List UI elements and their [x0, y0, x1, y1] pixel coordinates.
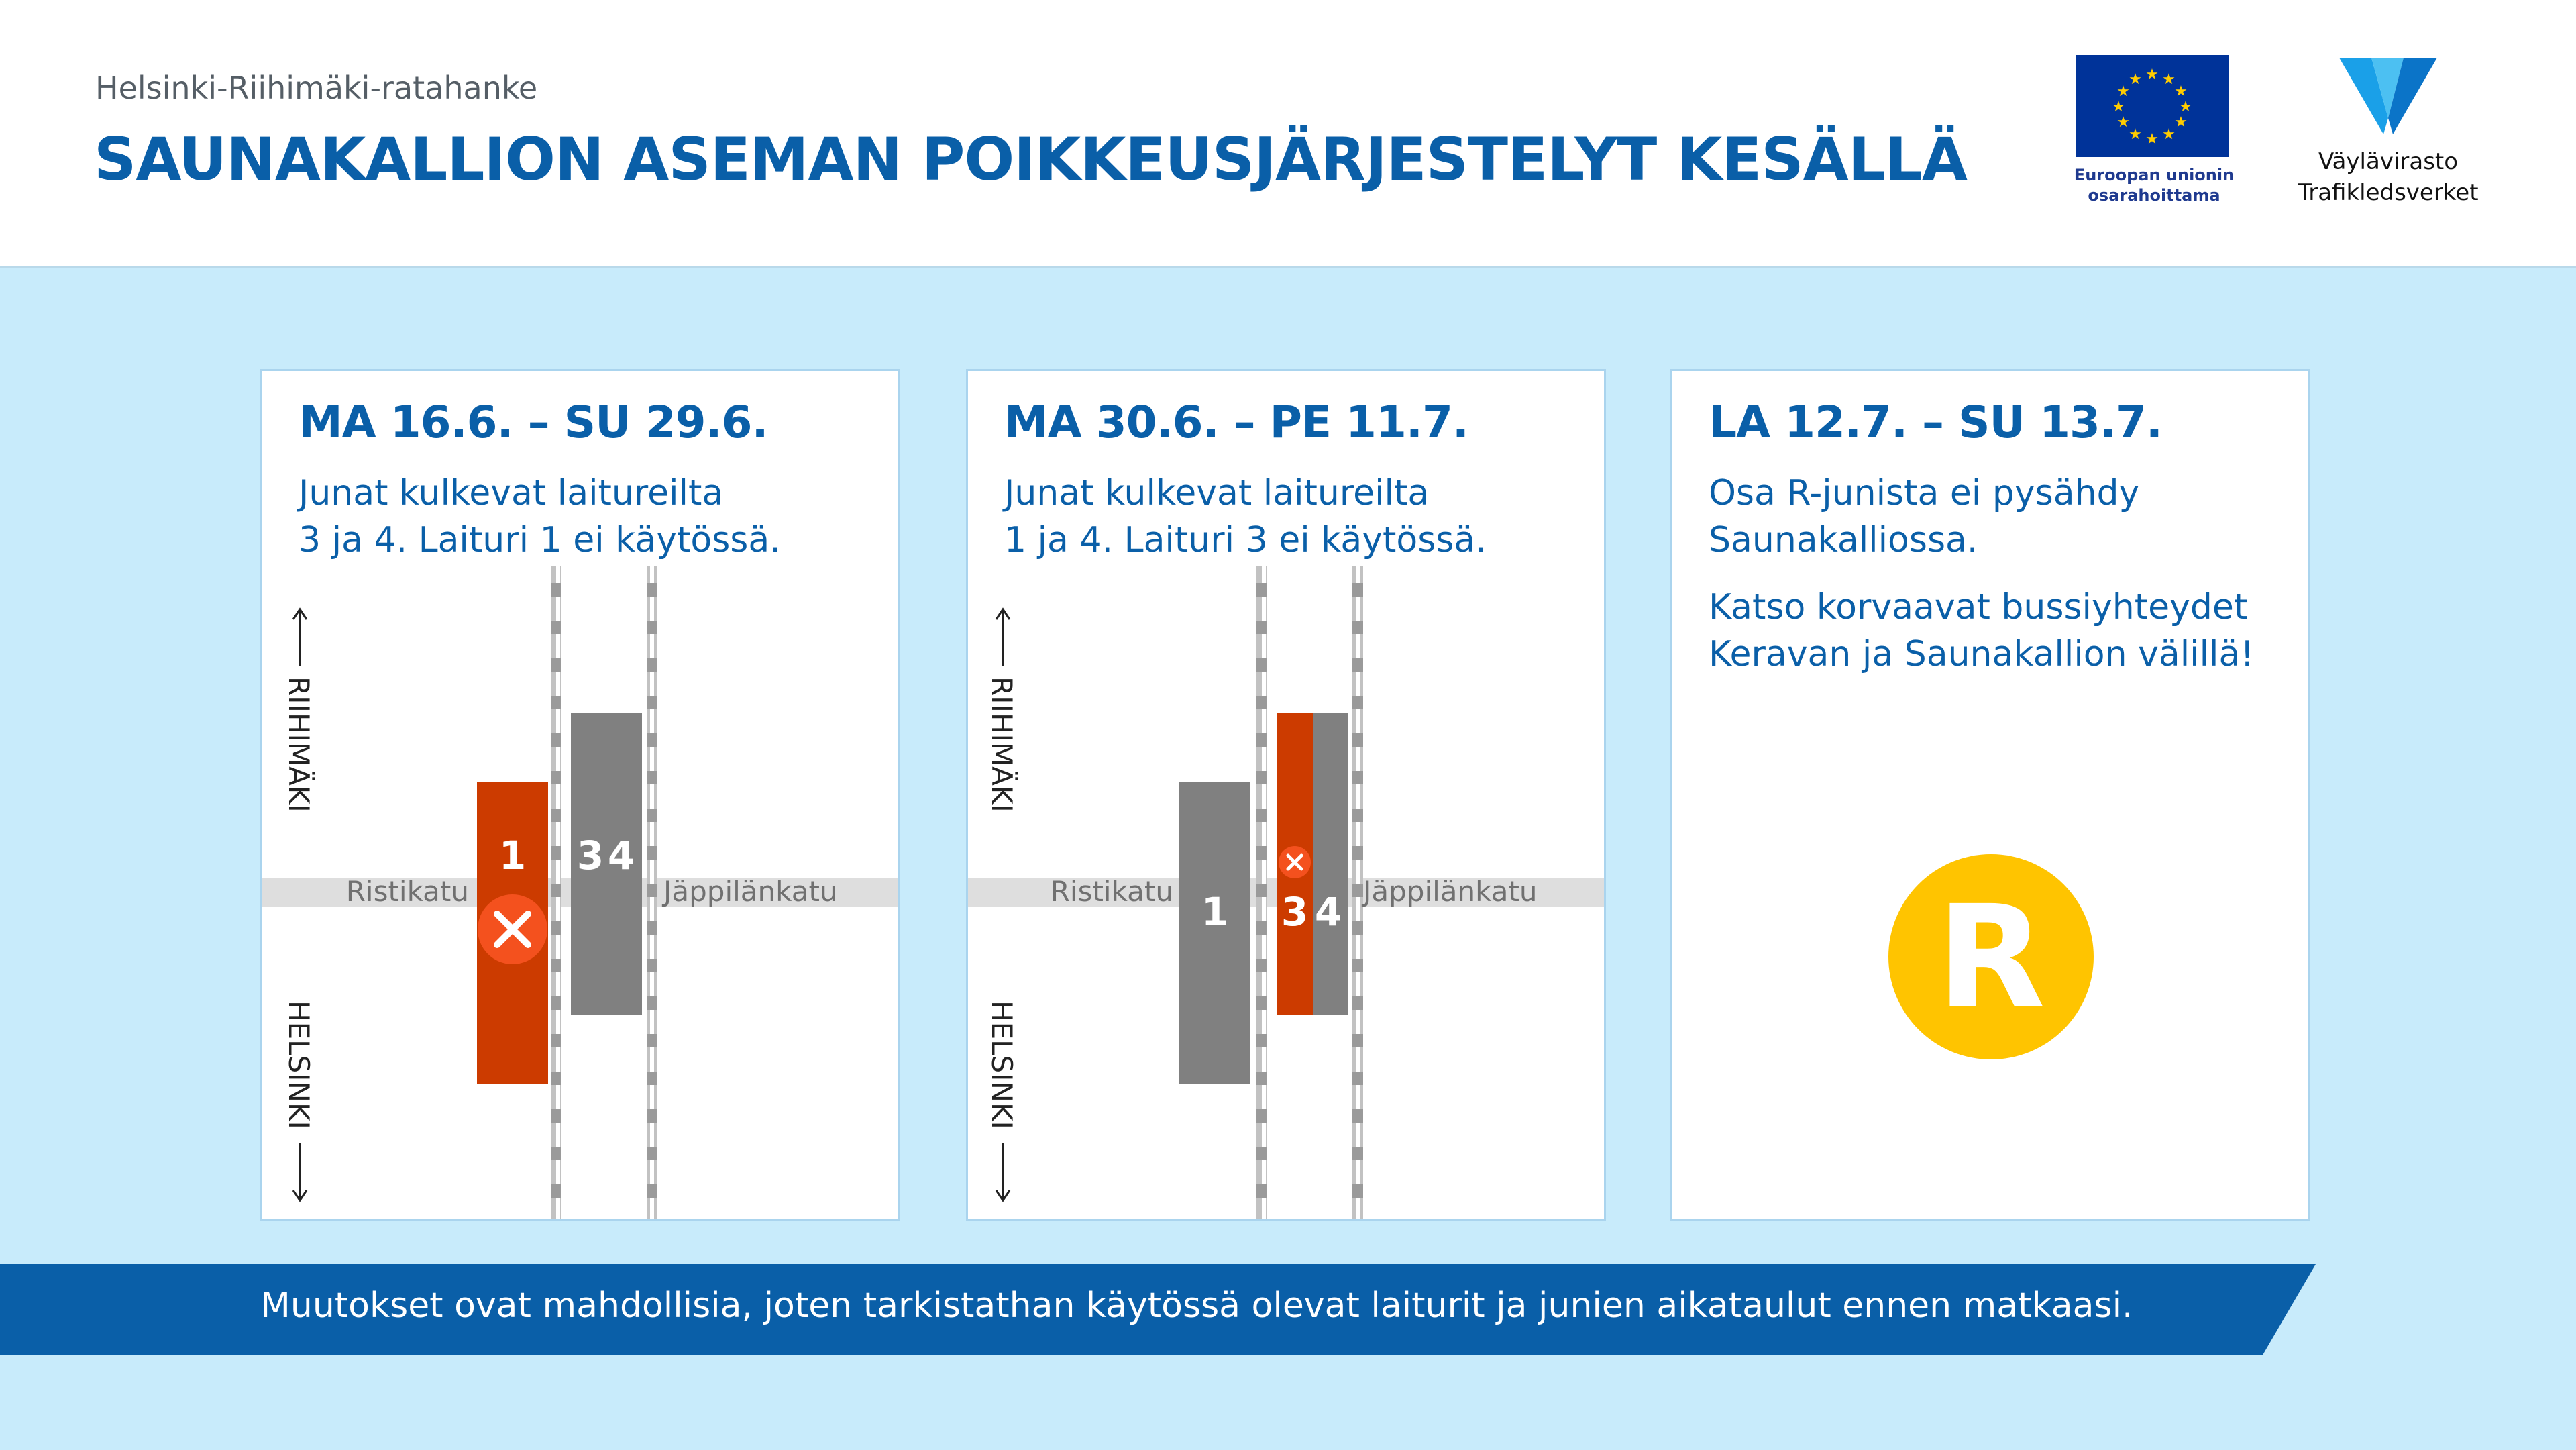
south-direction [282, 1000, 315, 1200]
track-right [1352, 566, 1363, 1221]
north-label: RIIHIMÄKI [282, 676, 315, 813]
eu-logo [2066, 55, 2242, 205]
panel-period-1 [260, 369, 900, 1221]
vaylavirasto-logo [2281, 56, 2496, 208]
south-label: HELSINKI [282, 1000, 315, 1129]
svg-text:★: ★ [2174, 114, 2188, 131]
svg-text:★: ★ [2112, 99, 2125, 115]
period-text-line4: Keravan ja Saunakallion välillä! [1709, 634, 2255, 674]
platform-3-number: 3 [576, 833, 604, 878]
platform-4-number: 4 [607, 833, 635, 878]
street-label-right: Jäppilänkatu [1363, 875, 1538, 908]
track-right [647, 566, 657, 1221]
period-text-line1: Junat kulkevat laitureilta [299, 473, 724, 513]
period-date: MA 16.6. – SU 29.6. [299, 397, 768, 448]
svg-text:★: ★ [2162, 71, 2176, 88]
period-text-line2: 1 ja 4. Laituri 3 ei käytössä. [1004, 520, 1487, 560]
north-label: RIIHIMÄKI [985, 676, 1018, 813]
period-text-line1: Junat kulkevat laitureilta [1004, 473, 1430, 513]
svg-text:★: ★ [2145, 66, 2159, 83]
eu-logo-line1: Euroopan unionin [2074, 166, 2235, 185]
svg-text:★: ★ [2129, 71, 2142, 88]
track-left [551, 566, 561, 1221]
arrow-down-icon [996, 1143, 1010, 1200]
arrow-up-icon [293, 609, 307, 666]
period-date: LA 12.7. – SU 13.7. [1709, 397, 2162, 448]
period-text-line2: 3 ja 4. Laituri 1 ei käytössä. [299, 520, 781, 560]
svg-text:★: ★ [2129, 126, 2142, 143]
r-train-badge: R [1888, 854, 2094, 1059]
agency-name-fi: Väylävirasto [2318, 148, 2459, 175]
page-title: SAUNAKALLION ASEMAN POIKKEUSJÄRJESTELYT KESÄLLÄ [94, 125, 1967, 194]
platform-3-number: 3 [1281, 889, 1309, 935]
period-text-line1: Osa R-junista ei pysähdy [1709, 473, 2140, 513]
eu-logo-line2: osarahoittama [2088, 186, 2220, 205]
street-label-right: Jäppilänkatu [663, 875, 838, 908]
svg-text:★: ★ [2162, 126, 2176, 143]
period-date: MA 30.6. – PE 11.7. [1004, 397, 1468, 448]
track-left [1256, 566, 1267, 1221]
svg-text:★: ★ [2116, 83, 2130, 100]
period-text-line3: Katso korvaavat bussiyhteydet [1709, 587, 2248, 627]
footer-notice: Muutokset ovat mahdollisia, joten tarkistathan käytössä olevat laiturit ja junien aikataulut ennen matkaasi. [260, 1286, 2133, 1326]
south-direction [985, 1000, 1018, 1200]
arrow-down-icon [293, 1143, 307, 1200]
arrow-up-icon [996, 609, 1010, 666]
panel-period-2 [966, 369, 1606, 1221]
platform-1-number: 1 [1201, 889, 1229, 935]
north-direction [985, 609, 1019, 813]
platform-4-number: 4 [1314, 889, 1342, 935]
eu-flag-icon [2076, 55, 2229, 157]
agency-name-sv: Trafikledsverket [2298, 179, 2479, 206]
project-subtitle: Helsinki-Riihimäki-ratahanke [95, 70, 538, 106]
svg-text:★: ★ [2174, 83, 2188, 100]
platform-1-number: 1 [498, 833, 527, 878]
panel-period-3 [1670, 369, 2310, 1221]
street-label-left: Ristikatu [1050, 875, 1173, 908]
north-direction [282, 609, 316, 813]
svg-text:★: ★ [2145, 131, 2159, 148]
svg-text:★: ★ [2116, 114, 2130, 131]
street-label-left: Ristikatu [345, 875, 469, 908]
svg-text:★: ★ [2179, 99, 2192, 115]
header [0, 0, 2576, 268]
vaylavirasto-v-icon [2338, 56, 2438, 136]
period-text-line2: Saunakalliossa. [1709, 520, 1978, 560]
south-label: HELSINKI [985, 1000, 1018, 1129]
